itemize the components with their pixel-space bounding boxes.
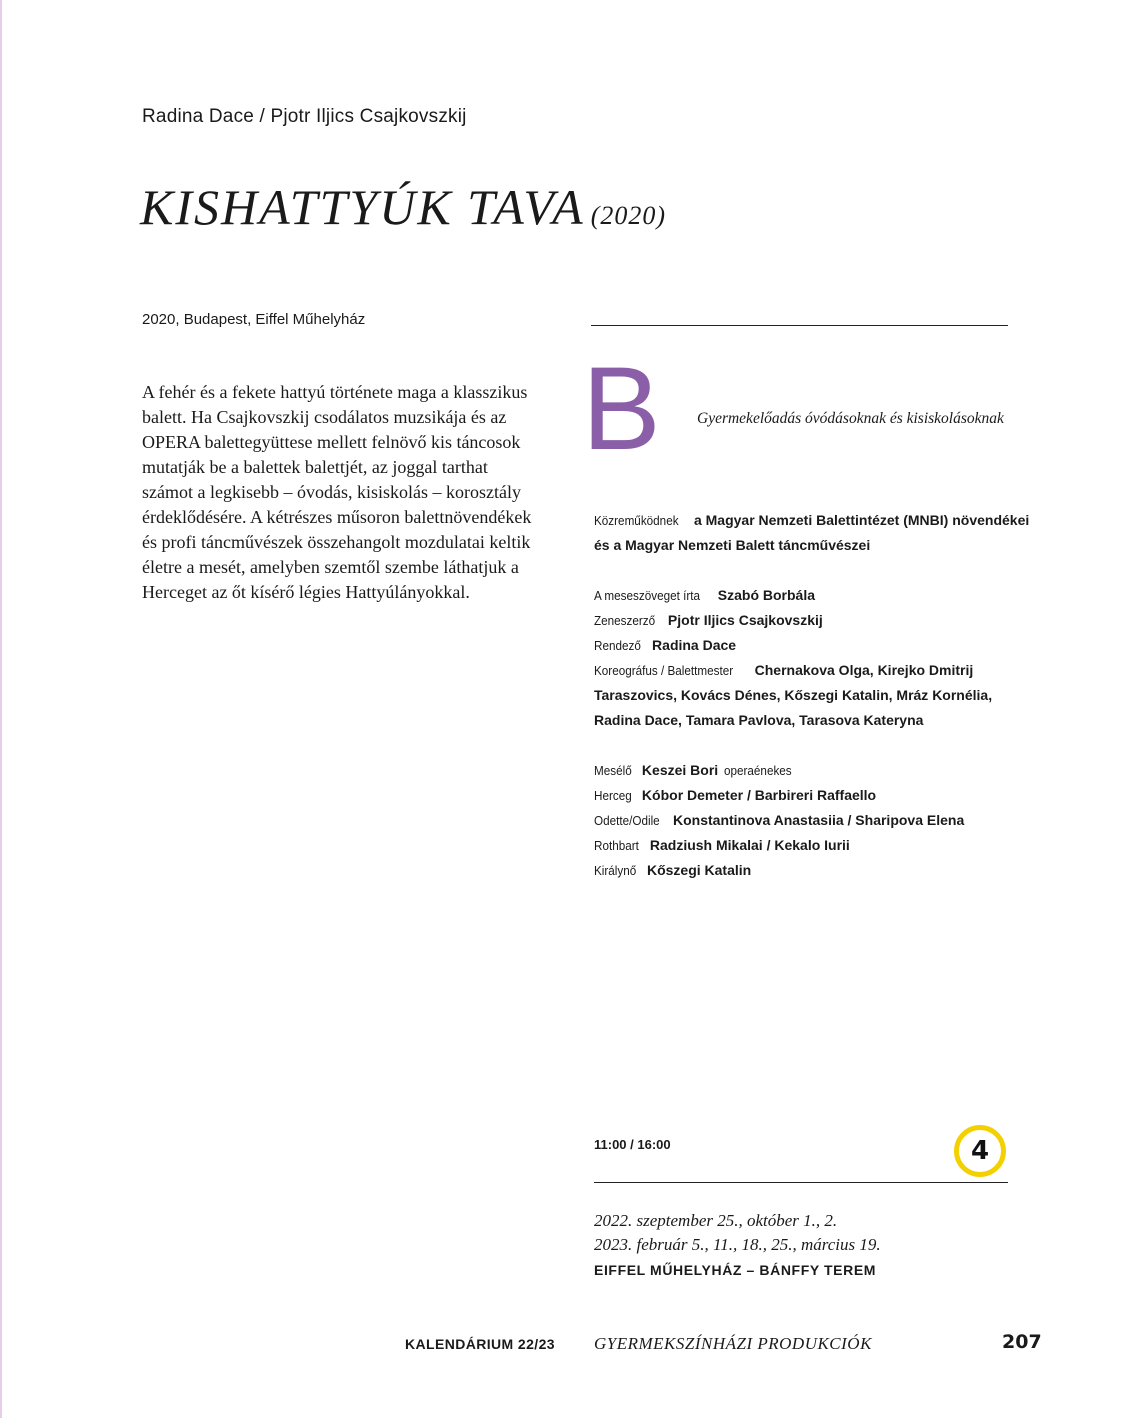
- premiere-info: 2020, Budapest, Eiffel Műhelyház: [142, 311, 366, 328]
- performance-times: 11:00 / 16:00: [594, 1137, 671, 1152]
- description-line: életre a mesét, amelyben szemtől szembe láthatjuk a: [142, 557, 519, 577]
- cast-odette: Odette/Odile Konstantinova Anastasiia / Sharipova Elena: [594, 812, 965, 828]
- cast-prince: Herceg Kóbor Demeter / Barbireri Raffaello: [594, 787, 877, 803]
- description-line: Herceget az őt kísérő légies Hattyúlányokkal.: [142, 582, 470, 602]
- title-year: (2020): [590, 201, 667, 230]
- description-line: mutatják be a balettek balettjét, az joggal tarthat: [142, 457, 488, 477]
- top-divider: [591, 325, 1008, 326]
- credit-composer: Zeneszerző Pjotr Iljics Csajkovszkij: [594, 612, 823, 628]
- credit-choreographer-cont: Radina Dace, Tamara Pavlova, Tarasova Kateryna: [594, 712, 924, 728]
- credit-choreographer: Koreográfus / Balettmester Chernakova Olga, Kirejko Dmitrij: [594, 662, 974, 678]
- footer-section: GYERMEKSZÍNHÁZI PRODUKCIÓK: [594, 1334, 872, 1353]
- description-line: érdeklődésére. A kétrészes műsoron balettnövendékek: [142, 507, 532, 527]
- title-text: KISHATTYÚK TAVA: [140, 179, 585, 235]
- authors: Radina Dace / Pjotr Iljics Csajkovszkij: [142, 106, 467, 127]
- schedule-divider: [594, 1182, 1008, 1183]
- venue: EIFFEL MŰHELYHÁZ – BÁNFFY TEREM: [594, 1262, 877, 1278]
- description-line: balett. Ha Csajkovszkij csodálatos muzsikája és az: [142, 407, 507, 427]
- credit-text-author: A meseszöveget írta Szabó Borbála: [594, 587, 816, 603]
- category-letter: B: [582, 343, 661, 475]
- description-line: számot a legkisebb – óvodás, kisiskolás – korosztály: [142, 482, 521, 502]
- age-rating-badge: 4: [954, 1125, 1006, 1177]
- dates-line: 2023. február 5., 11., 18., 25., március 19.: [594, 1235, 881, 1254]
- cast-queen: Királynő Kőszegi Katalin: [594, 862, 752, 878]
- description-line: és profi táncművészek összehangolt mozdulatai keltik: [142, 532, 531, 552]
- cast-narrator: Mesélő Keszei Bori operaénekes: [594, 762, 792, 778]
- dates-line: 2022. szeptember 25., október 1., 2.: [594, 1211, 838, 1230]
- credit-director: Rendező Radina Dace: [594, 637, 737, 653]
- credits-block: [594, 508, 1030, 883]
- performance-dates: [594, 1209, 881, 1257]
- page-edge-line: [0, 0, 2, 1418]
- credit-contributors-cont: és a Magyar Nemzeti Balett táncművészei: [594, 537, 871, 553]
- description-line: A fehér és a fekete hattyú története maga a klasszikus: [142, 382, 528, 402]
- cast-rothbart: Rothbart Radziush Mikalai / Kekalo Iurii: [594, 837, 850, 853]
- page-number: 207: [1002, 1331, 1042, 1353]
- page-title: [140, 178, 666, 236]
- credit-choreographer-cont: Taraszovics, Kovács Dénes, Kőszegi Katalin, Mráz Kornélia,: [594, 687, 993, 703]
- credit-contributors: Közreműködnek a Magyar Nemzeti Balettintézet (MNBI) növendékei: [594, 512, 1030, 528]
- audience-label: Gyermekelőadás óvódásoknak és kisiskolásoknak: [697, 410, 1004, 427]
- footer-publication: KALENDÁRIUM 22/23: [405, 1336, 555, 1352]
- description: [142, 380, 562, 605]
- description-line: OPERA balettegyüttese mellett felnövő kis táncosok: [142, 432, 521, 452]
